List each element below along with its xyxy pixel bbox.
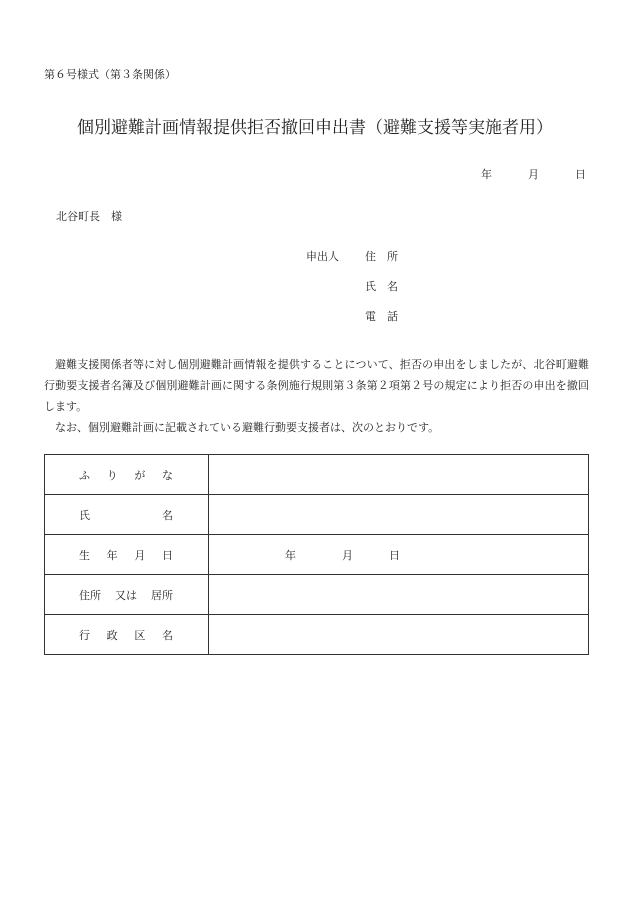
body-paragraph-1: 避難支援関係者等に対し個別避難計画情報を提供することについて、拒否の申出をしましたが、北谷町避難行動要支援者名簿及び個別避難計画に関する条例施行規則第３条第２項第２号の規定により拒否の申出を撤回します。	[44, 358, 589, 413]
district-value[interactable]	[209, 615, 589, 655]
district-label: 行 政 区 名	[45, 615, 209, 655]
table-row-birthdate	[45, 535, 589, 575]
name-label: 氏 名	[45, 495, 209, 535]
form-number: 第６号様式（第３条関係）	[44, 68, 176, 81]
table-row-name	[45, 495, 589, 535]
address-label: 住所 又は 居所	[45, 575, 209, 615]
addressee: 北谷町長 様	[56, 210, 122, 223]
table-row-furigana	[45, 455, 589, 495]
date-year-label: 年	[481, 168, 492, 181]
body-paragraph-2: なお、個別避難計画に記載されている避難行動要支援者は、次のとおりです。	[55, 421, 440, 434]
furigana-label: ふ り が な	[45, 455, 209, 495]
page-title: 個別避難計画情報提供拒否撤回申出書（避難支援等実施者用）	[77, 118, 553, 138]
table-row-address	[45, 575, 589, 615]
applicant-address-label: 住 所	[365, 250, 398, 263]
applicant-phone-label: 電 話	[365, 310, 398, 323]
date-month-label: 月	[528, 168, 539, 181]
applicant-label: 申出人	[306, 250, 339, 263]
applicant-name-label: 氏 名	[365, 280, 398, 293]
table-row-district	[45, 615, 589, 655]
supported-person-table	[44, 454, 589, 655]
name-value[interactable]	[209, 495, 589, 535]
date-day-label: 日	[575, 168, 586, 181]
submission-date	[481, 166, 586, 182]
birthdate-value[interactable]: 年 月 日	[209, 535, 589, 575]
birthdate-label: 生 年 月 日	[45, 535, 209, 575]
body-text	[44, 354, 589, 438]
furigana-value[interactable]	[209, 455, 589, 495]
address-value[interactable]	[209, 575, 589, 615]
